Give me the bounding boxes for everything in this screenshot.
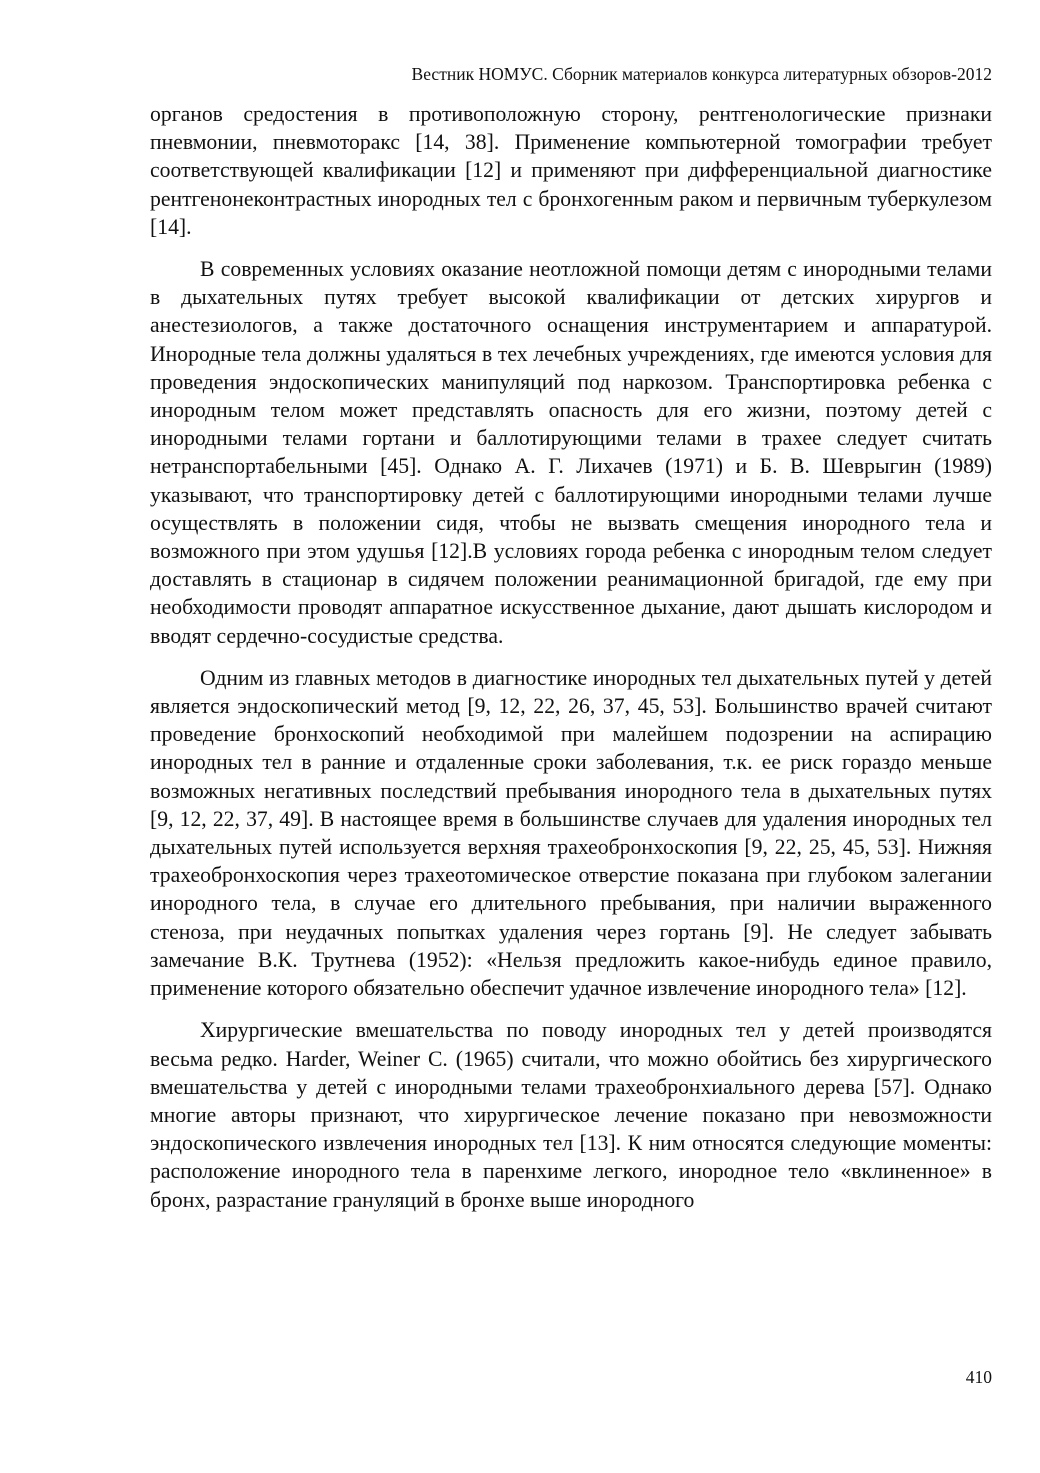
paragraph-continuation: органов средостения в противоположную сторону, рентгенологические признаки пневмонии, пневмоторакс [14, 38]. Применение компьютерной томографии требует соответствующей квалификации [12] и применяют при дифференциальной диагностике рентгенонеконтрастных инородных тел с бронхогенным раком и первичным туберкулезом [14]. (150, 102, 992, 239)
paragraph-emergency-care: В современных условиях оказание неотложной помощи детям с инородными телами в дыхательных путях требует высокой квалификации от детских хирургов и анестезиологов, а также достаточного оснащения инструментарием и аппаратурой. Инородные тела должны удаляться в тех лечебных учреждениях, где имеются условия для проведения эндоскопических манипуляций под наркозом. Транспортировка ребенка с инородным телом может представлять опасность для его жизни, поэтому детей с инородными телами гортани и баллотирующими телами в трахее следует считать нетранспортабельными [45]. Однако А. Г. Лихачев (1971) и Б. В. Шеврыгин (1989) указывают, что транспортировку детей с баллотирующими инородными телами лучше осуществлять в положении сидя, чтобы не вызвать смещения инородного тела и возможного при этом удушья [12].В условиях города ребенка с инородным телом следует доставлять в стационар в сидячем положении реанимационной бригадой, где ему при необходимости проводят аппаратное искусственное дыхание, дают дышать кислородом и вводят сердечно-сосудистые средства. (150, 257, 992, 648)
paragraph-surgical-intervention: Хирургические вмешательства по поводу инородных тел у детей производятся весьма редко. Harder, Weiner C. (1965) считали, что можно обойтись без хирургического вмешательства у детей с инородными телами трахеобронхиального дерева [57]. Однако многие авторы признают, что хирургическое лечение показано при невозможности эндоскопического извлечения инородных тел [13]. К ним относятся следующие моменты: расположение инородного тела в паренхиме легкого, инородное тело «вклиненное» в бронх, разрастание грануляций в бронхе выше инородного (150, 1018, 992, 1212)
running-header: Вестник НОМУС. Сборник материалов конкурса литературных обзоров-2012 (411, 64, 992, 84)
paragraph-endoscopic-method: Одним из главных методов в диагностике инородных тел дыхательных путей у детей является эндоскопический метод [9, 12, 22, 26, 37, 45, 53]. Большинство врачей считают проведение бронхоскопий необходимой при малейшем подозрении на аспирацию инородных тел в ранние и отдаленные сроки заболевания, т.к. ее риск гораздо меньше возможных негативных последствий пребывания инородного тела в дыхательных путях [9, 12, 22, 37, 49]. В настоящее время в большинстве случаев для удаления инородных тел дыхательных путей используется верхняя трахеобронхоскопия [9, 22, 25, 45, 53]. Нижняя трахеобронхоскопия через трахеотомическое отверстие показана при глубоком залегании инородного тела, в случае его длительного пребывания, при наличии выраженного стеноза, при неудачных попытках удаления через гортань [9]. Не следует забывать замечание В.К. Трутнева (1952): «Нельзя предложить какое-нибудь единое правило, применение которого обязательно обеспечит удачное извлечение инородного тела» [12]. (150, 665, 992, 1001)
page-body (150, 100, 992, 1214)
page-number: 410 (965, 1367, 992, 1387)
